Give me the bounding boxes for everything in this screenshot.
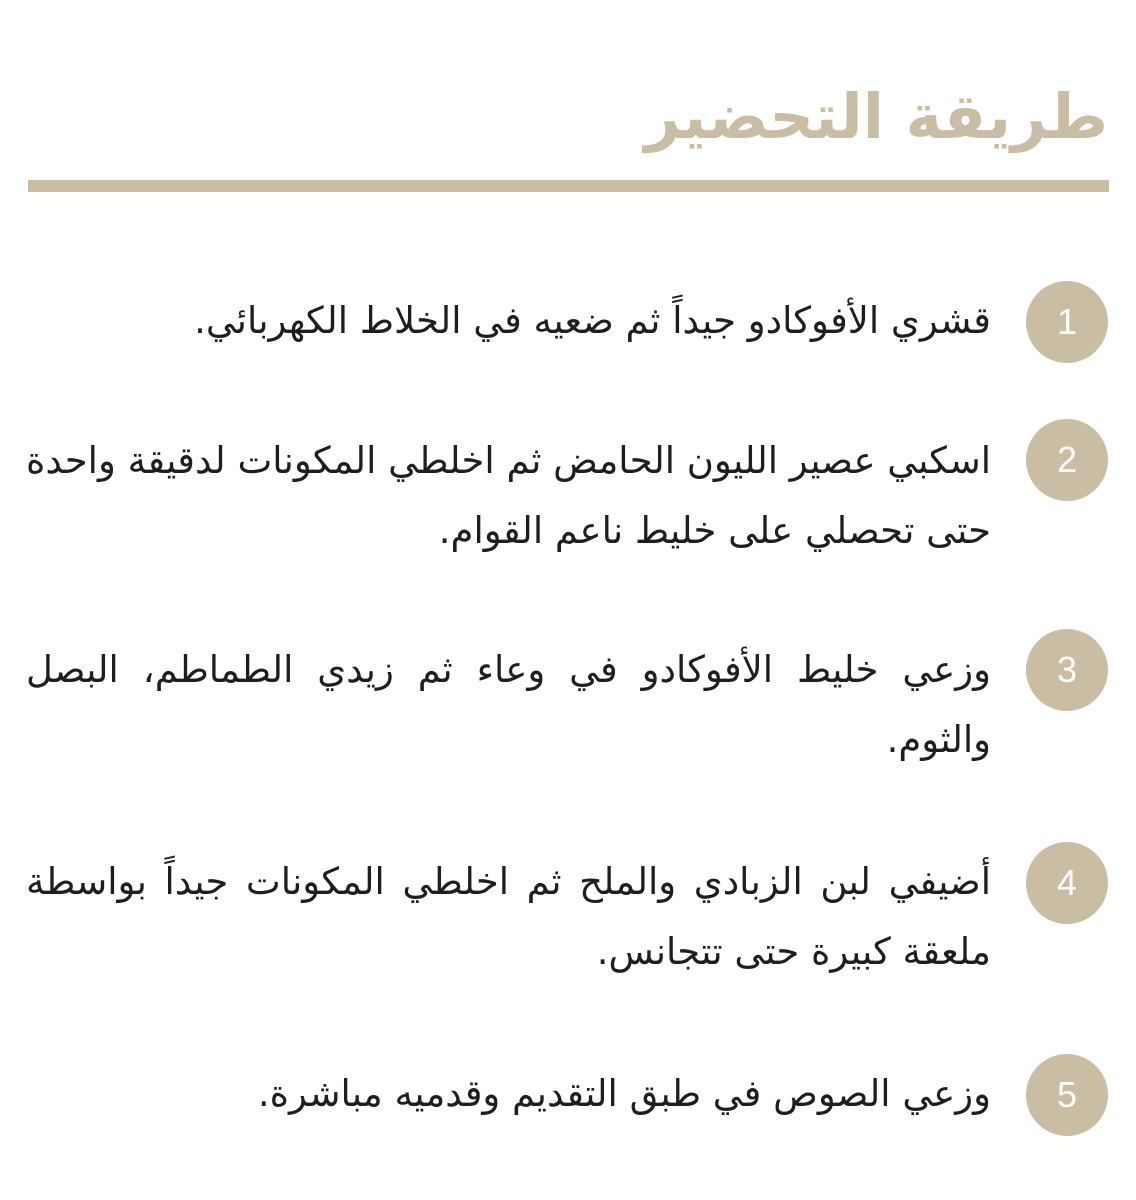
step-text: أضيفي لبن الزبادي والملح ثم اخلطي المكونات جيداً بواسطة ملعقة كبيرة حتى تتجانس.: [26, 860, 991, 973]
step-text: قشري الأفوكادو جيداً ثم ضعيه في الخلاط الكهربائي.: [194, 299, 991, 342]
step-text: وزعي الصوص في طبق التقديم وقدميه مباشرة.: [257, 1072, 991, 1115]
step-number-badge: 3: [1026, 629, 1108, 711]
section-title: طريقة التحضير: [644, 80, 1108, 153]
step-text: اسكبي عصير الليون الحامض ثم اخلطي المكونات لدقيقة واحدة حتى تحصلي على خليط ناعم القوام.: [26, 439, 991, 552]
step-number-badge: 2: [1026, 419, 1108, 501]
step-text: وزعي خليط الأفوكادو في وعاء ثم زيدي الطماطم، البصل والثوم.: [26, 648, 991, 761]
step-number-badge: 1: [1026, 281, 1108, 363]
step-number-badge: 4: [1026, 842, 1108, 924]
step-number-badge: 5: [1026, 1054, 1108, 1136]
